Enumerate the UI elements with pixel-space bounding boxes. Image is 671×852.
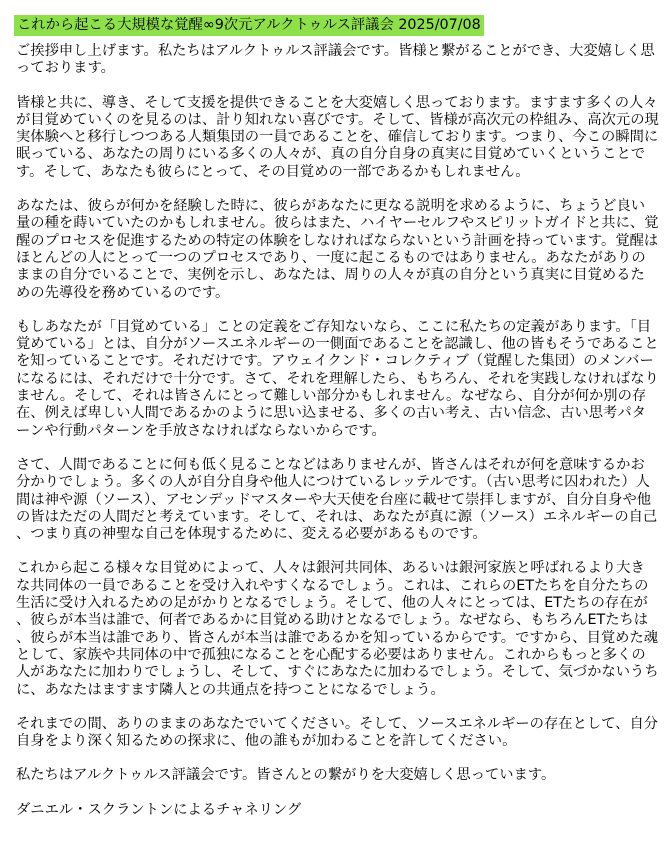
paragraph-greeting: ご挨拶申し上げます。私たちはアルクトゥルス評議会です。皆様と繋がることができ、大変嬉しく思っております。 [16, 43, 655, 77]
paragraph-labels: さて、人間であることに何も低く見ることなどはありませんが、皆さんはそれが何を意味するかお分かりでしょう。多くの人が自分自身や他人につけているレッテルです。（古い思考に囚われた）人間は神や源（ソース）、アセンデッドマスターや大天使を台座に載せて崇拝しますが、自分自身や他の皆はただの人間だと考えています。そして、それは、あなたが真に源（ソース）エネルギーの自己、つまり真の神聖な自己を体現するために、変える必要があるものです。 [16, 456, 658, 543]
channeling-credit: ダニエル・スクラントンによるチャネリング [16, 801, 302, 818]
paragraph-definition: もしあなたが「目覚めている」ことの定義をご存知ないなら、ここに私たちの定義があります。「目覚めている」とは、自分がソースエネルギーの一側面であることを認識し、他の皆もそうであることを知っていることです。それだけです。アウェイクンド・コレクティブ（覚醒した集団）のメンバーになるには、それだけで十分です。さて、それを理解したら、もちろん、それを実践しなければなりません。そして、それは皆さんにとって難しい部分かもしれません。なぜなら、自分が何か別の存在、例えば卑しい人間であるかのように思い込ませる、多くの古い考え、古い信念、古い思考パターンや行動パターンを手放さなければならないからです。 [16, 318, 659, 439]
document-body [16, 14, 659, 836]
paragraph-awakening: 皆様と共に、導き、そして支援を提供できることを大変嬉しく思っております。ますます多くの人々が目覚めていくのを見るのは、計り知れない喜びです。そして、皆様が高次元の枠組み、高次元の現実体験へと移行しつつある人類集団の一員であることを、確信しております。つまり、今この瞬間に眠っている、あなたの周りにいる多くの人々が、真の自分自身の真実に目覚めていくということです。そして、あなたも彼らにとって、その目覚めの一部であるかもしれません。 [16, 94, 659, 180]
paragraph-closing: 私たちはアルクトゥルス評議会です。皆さんとの繋がりを大変嬉しく思っています。 [16, 767, 556, 784]
paragraph-seeds: あなたは、彼らが何かを経験した時に、彼らがあなたに更なる説明を求めるように、ちょうど良い量の種を蒔いていたのかもしれません。彼らはまた、ハイヤーセルフやスピリットガイドと共に、覚醒のプロセスを促進するための特定の体験をしなければならないという計画を持っています。覚醒はほとんどの人にとって一つのプロセスであり、一度に起こるものではありません。あなたがありのままの自分でいることで、実例を示し、あなたは、周りの人々が真の自分という真実に目覚めるための先導役を務めているのです。 [16, 198, 659, 301]
paragraph-galactic: これから起こる様々な目覚めによって、人々は銀河共同体、あるいは銀河家族と呼ばれるより大きな共同体の一員であることを受け入れやすくなるでしょう。これは、これらのETたちを自分たちの生活に受け入れるための足がかりとなるでしょう。そして、他の人々にとっては、ETたちの存在が、彼らが本当は誰で、何者であるかに目覚める助けとなるでしょう。なぜなら、もちろんETたちは、彼らが本当は誰であり、皆さんが本当は誰であるかを知っているからです。ですから、目覚めた魂として、家族や共同体の中で孤独になることを心配する必要はありません。これからもっと多くの人があなたに加わりでしょうし、そして、すぐにあなたに加わるでしょう。そして、気づかないうちに、あなたはますます隣人との共通点を持つことになるでしょう。 [16, 560, 659, 698]
document-title: これから起こる大規模な覚醒∞9次元アルクトゥルス評議会 2025/07/08 [14, 15, 484, 36]
paragraph-meantime: それまでの間、ありのままのあなたでいてください。そして、ソースエネルギーの存在として、自分自身をより深く知るための探求に、他の誰もが加わることを許してください。 [16, 715, 659, 750]
